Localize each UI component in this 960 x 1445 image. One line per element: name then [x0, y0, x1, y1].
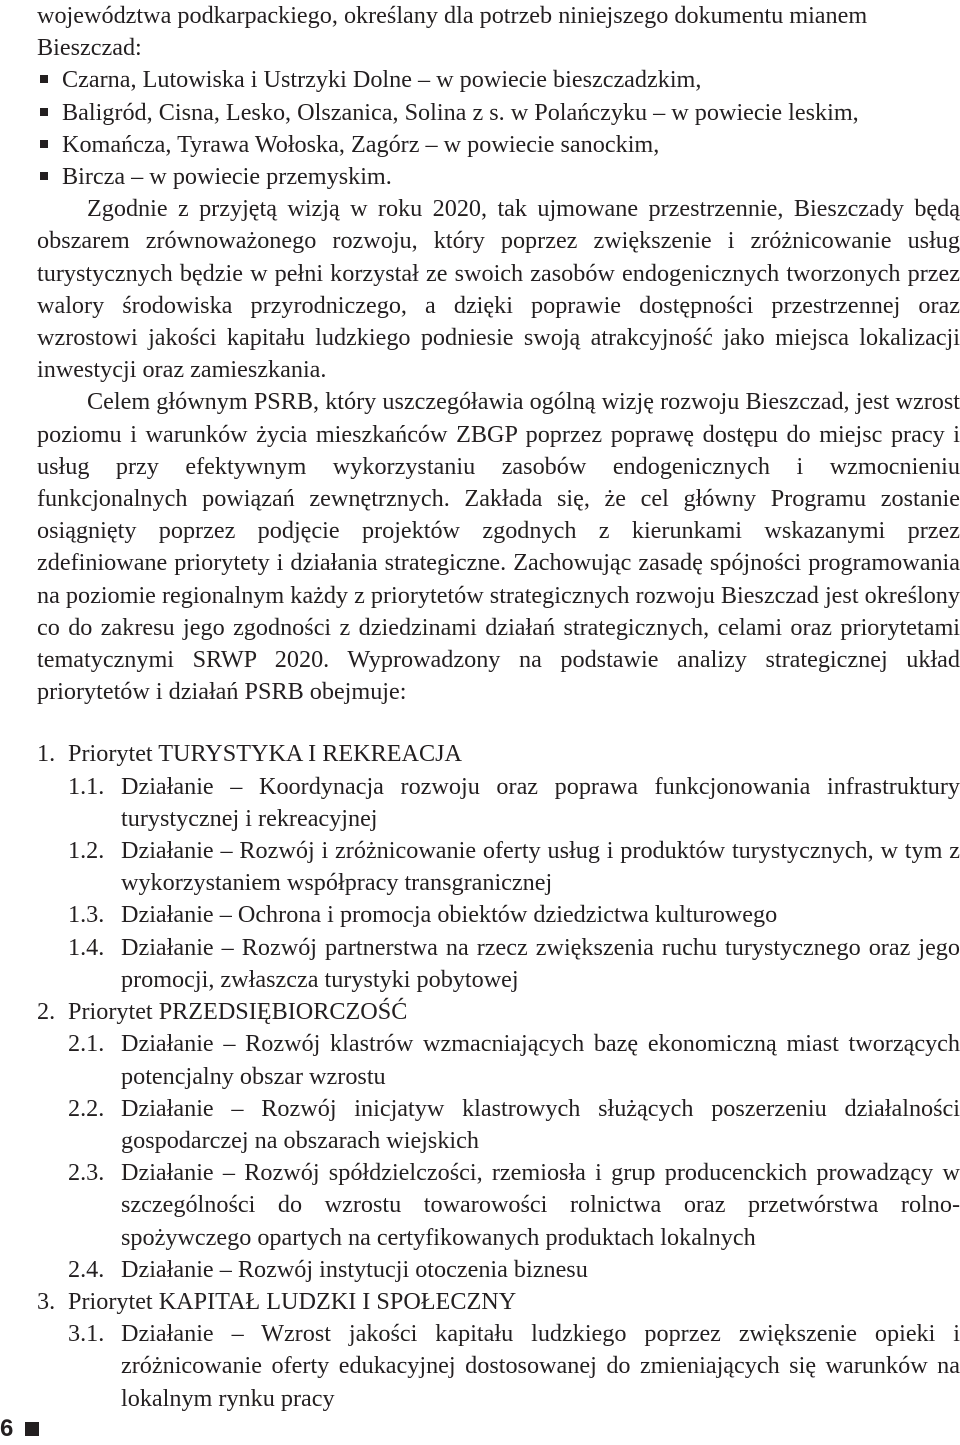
priority-item — [37, 996, 960, 1028]
list-item — [37, 129, 960, 161]
action-text: Działanie – Rozwój inicjatyw klastrowych służących poszerzeniu działalności gospodarczej na obszarach wiejskich — [121, 1094, 960, 1154]
action-item — [37, 1318, 960, 1415]
action-text: Działanie – Rozwój spółdzielczości, rzemiosła i grup producenckich prowadzący w szczególności do wzrostu towarowości rolnictwa oraz przetwórstwa rolno-spożywczego opartych na certyfikowanych produktach lokalnych — [121, 1159, 960, 1251]
priority-item — [37, 1286, 960, 1318]
intro-line: Bieszczad: — [37, 34, 142, 62]
list-item — [37, 97, 960, 129]
priority-label: Priorytet PRZEDSIĘBIORCZOŚĆ — [68, 998, 408, 1026]
action-number: 2.4. — [68, 1255, 105, 1283]
action-text: Działanie – Rozwój instytucji otoczenia biznesu — [121, 1255, 588, 1283]
action-text: Działanie – Ochrona i promocja obiektów dziedzictwa kulturowego — [121, 901, 778, 929]
action-number: 1.2. — [68, 837, 105, 865]
square-bullet-icon — [40, 172, 48, 180]
action-text: Działanie – Wzrost jakości kapitału ludzkiego poprzez zwiększenie opieki i zróżnicowanie oferty edukacyjnej dostosowanej do zmieniających się warunków na lokalnym rynku pracy — [121, 1320, 960, 1412]
intro-line: województwa podkarpackiego, określany dla potrzeb niniejszego dokumentu mianem — [37, 2, 868, 29]
priority-number: 2. — [37, 998, 56, 1026]
action-text: Działanie – Rozwój klastrów wzmacniających bazę ekonomiczną miast tworzących potencjalny obszar wzrostu — [121, 1030, 960, 1090]
square-bullet-icon — [40, 108, 48, 116]
action-number: 1.3. — [68, 901, 105, 929]
list-item-text: Czarna, Lutowiska i Ustrzyki Dolne – w powiecie bieszczadzkim, — [62, 66, 702, 94]
spacer — [37, 708, 960, 738]
list-item — [37, 64, 960, 96]
list-item — [37, 161, 960, 193]
action-item — [37, 1254, 960, 1286]
action-number: 1.1. — [68, 772, 105, 800]
action-item — [37, 835, 960, 899]
action-text: Działanie – Koordynacja rozwoju oraz poprawa funkcjonowania infrastruktury turystycznej i rekreacyjnej — [121, 772, 960, 832]
square-bullet-icon — [40, 140, 48, 148]
square-marker-icon — [25, 1422, 39, 1436]
action-text: Działanie – Rozwój partnerstwa na rzecz zwiększenia ruchu turystycznego oraz jego promocji, zwłaszcza turystyki pobytowej — [121, 933, 960, 993]
action-item — [37, 899, 960, 931]
priority-item — [37, 738, 960, 770]
action-number: 1.4. — [68, 933, 105, 961]
list-item-text: Komańcza, Tyrawa Wołoska, Zagórz – w powiecie sanockim, — [62, 130, 660, 158]
priority-label: Priorytet KAPITAŁ LUDZKI I SPOŁECZNY — [68, 1287, 517, 1315]
action-number: 2.3. — [68, 1159, 105, 1187]
list-item-text: Bircza – w powiecie przemyskim. — [62, 163, 392, 191]
page-number: 6 — [0, 1415, 14, 1442]
priority-number: 1. — [37, 740, 56, 768]
document-page — [37, 0, 960, 1415]
paragraph-main-goal: Celem głównym PSRB, który uszczegóławia ogólną wizję rozwoju Bieszczad, jest wzrost poziomu i warunków życia mieszkańców ZBGP poprzez poprawę dostępu do miejsc pracy i usług przy efektywnym wykorzystaniu zasobów endogenicznych i wzmocnieniu funkcjonalnych powiązań zewnętrznych. Zakłada się, że cel główny Programu zostanie osiągnięty poprzez podjęcie projektów zgodnych z kierunkami wskazanymi przez zdefiniowane priorytety i działania strategiczne. Zachowując zasadę spójności programowania na poziomie regionalnym każdy z priorytetów strategicznych rozwoju Bieszczad jest określony co do zakresu jego zgodności z dziedzinami działań strategicznych, celami oraz priorytetami tematycznymi SRWP 2020. Wyprowadzony na podstawie analizy strategicznej układ priorytetów i działań PSRB obejmuje: — [37, 388, 960, 706]
action-item — [37, 1157, 960, 1254]
square-bullet-icon — [40, 75, 48, 83]
paragraph-vision: Zgodnie z przyjętą wizją w roku 2020, tak ujmowane przestrzennie, Bieszczady będą obszarem zrównoważonego rozwoju, który poprzez zwiększenie i zróżnicowanie usług turystycznych będzie w pełni korzystał ze swoich zasobów endogenicznych tworzonych przez walory środowiska przyrodniczego, a dzięki poprawie dostępności przestrzennej oraz wzrostowi jakości kapitału ludzkiego podniesie swoją atrakcyjność jako miejsca lokalizacji inwestycji oraz zamieszkania. — [37, 195, 960, 384]
action-item — [37, 1028, 960, 1092]
priority-number: 3. — [37, 1287, 56, 1315]
action-item — [37, 771, 960, 835]
action-number: 2.2. — [68, 1094, 105, 1122]
action-text: Działanie – Rozwój i zróżnicowanie oferty usług i produktów turystycznych, w tym z wykorzystaniem współpracy transgranicznej — [121, 837, 960, 897]
action-number: 2.1. — [68, 1030, 105, 1058]
action-item — [37, 1093, 960, 1157]
page-footer — [0, 1413, 39, 1445]
list-item-text: Baligród, Cisna, Lesko, Olszanica, Solina z s. w Polańczyku – w powiecie leskim, — [62, 98, 859, 126]
action-item — [37, 932, 960, 996]
action-number: 3.1. — [68, 1320, 105, 1348]
priority-label: Priorytet TURYSTYKA I REKREACJA — [68, 740, 462, 768]
